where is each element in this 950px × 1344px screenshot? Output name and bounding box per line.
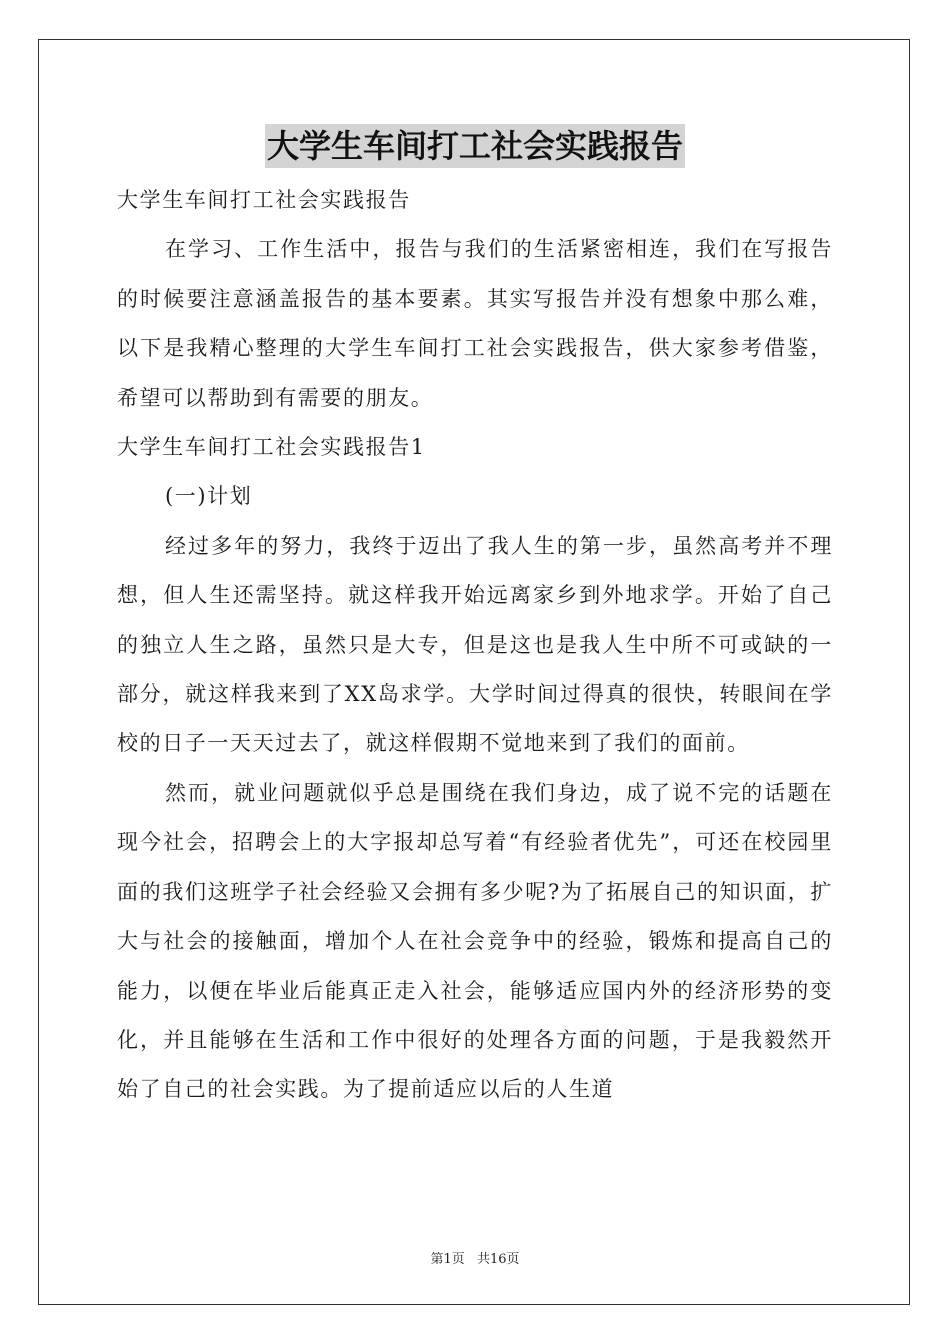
intro-paragraph: 在学习、工作生活中，报告与我们的生活紧密相连，我们在写报告的时候要注意涵盖报告的基本要素。其实写报告并没有想象中那么难，以下是我精心整理的大学生车间打工社会实践报告，供大家参考借鉴，希望可以帮助到有需要的朋友。: [117, 237, 833, 410]
document-body: [117, 176, 833, 1115]
subsection-heading: (一)计划: [165, 484, 253, 509]
title-container: [0, 124, 950, 168]
page-footer: [0, 1248, 950, 1267]
document-title: 大学生车间打工社会实践报告: [265, 124, 685, 168]
total-pages: 共16页: [476, 1252, 520, 1267]
body-paragraph: 经过多年的努力，我终于迈出了我人生的第一步，虽然高考并不理想，但人生还需坚持。就这样我开始远离家乡到外地求学。开始了自己的独立人生之路，虽然只是大专，但是这也是我人生中所不可或缺的一部分，就这样我来到了XX岛求学。大学时间过得真的很快，转眼间在学校的日子一天天过去了，就这样假期不觉地来到了我们的面前。: [117, 533, 833, 756]
page-number: 第1页: [430, 1252, 465, 1267]
body-paragraph: 然而，就业问题就似乎总是围绕在我们身边，成了说不完的话题在现今社会，招聘会上的大字报却总写着“有经验者优先”，可还在校园里面的我们这班学子社会经验又会拥有多少呢?为了拓展自己的知识面，扩大与社会的接触面，增加个人在社会竞争中的经验，锻炼和提高自己的能力，以便在毕业后能真正走入社会，能够适应国内外的经济形势的变化，并且能够在生活和工作中很好的处理各方面的问题，于是我毅然开始了自己的社会实践。为了提前适应以后的人生道: [117, 780, 833, 1102]
subtitle-line: 大学生车间打工社会实践报告: [117, 188, 411, 212]
section-heading: 大学生车间打工社会实践报告1: [117, 435, 426, 460]
